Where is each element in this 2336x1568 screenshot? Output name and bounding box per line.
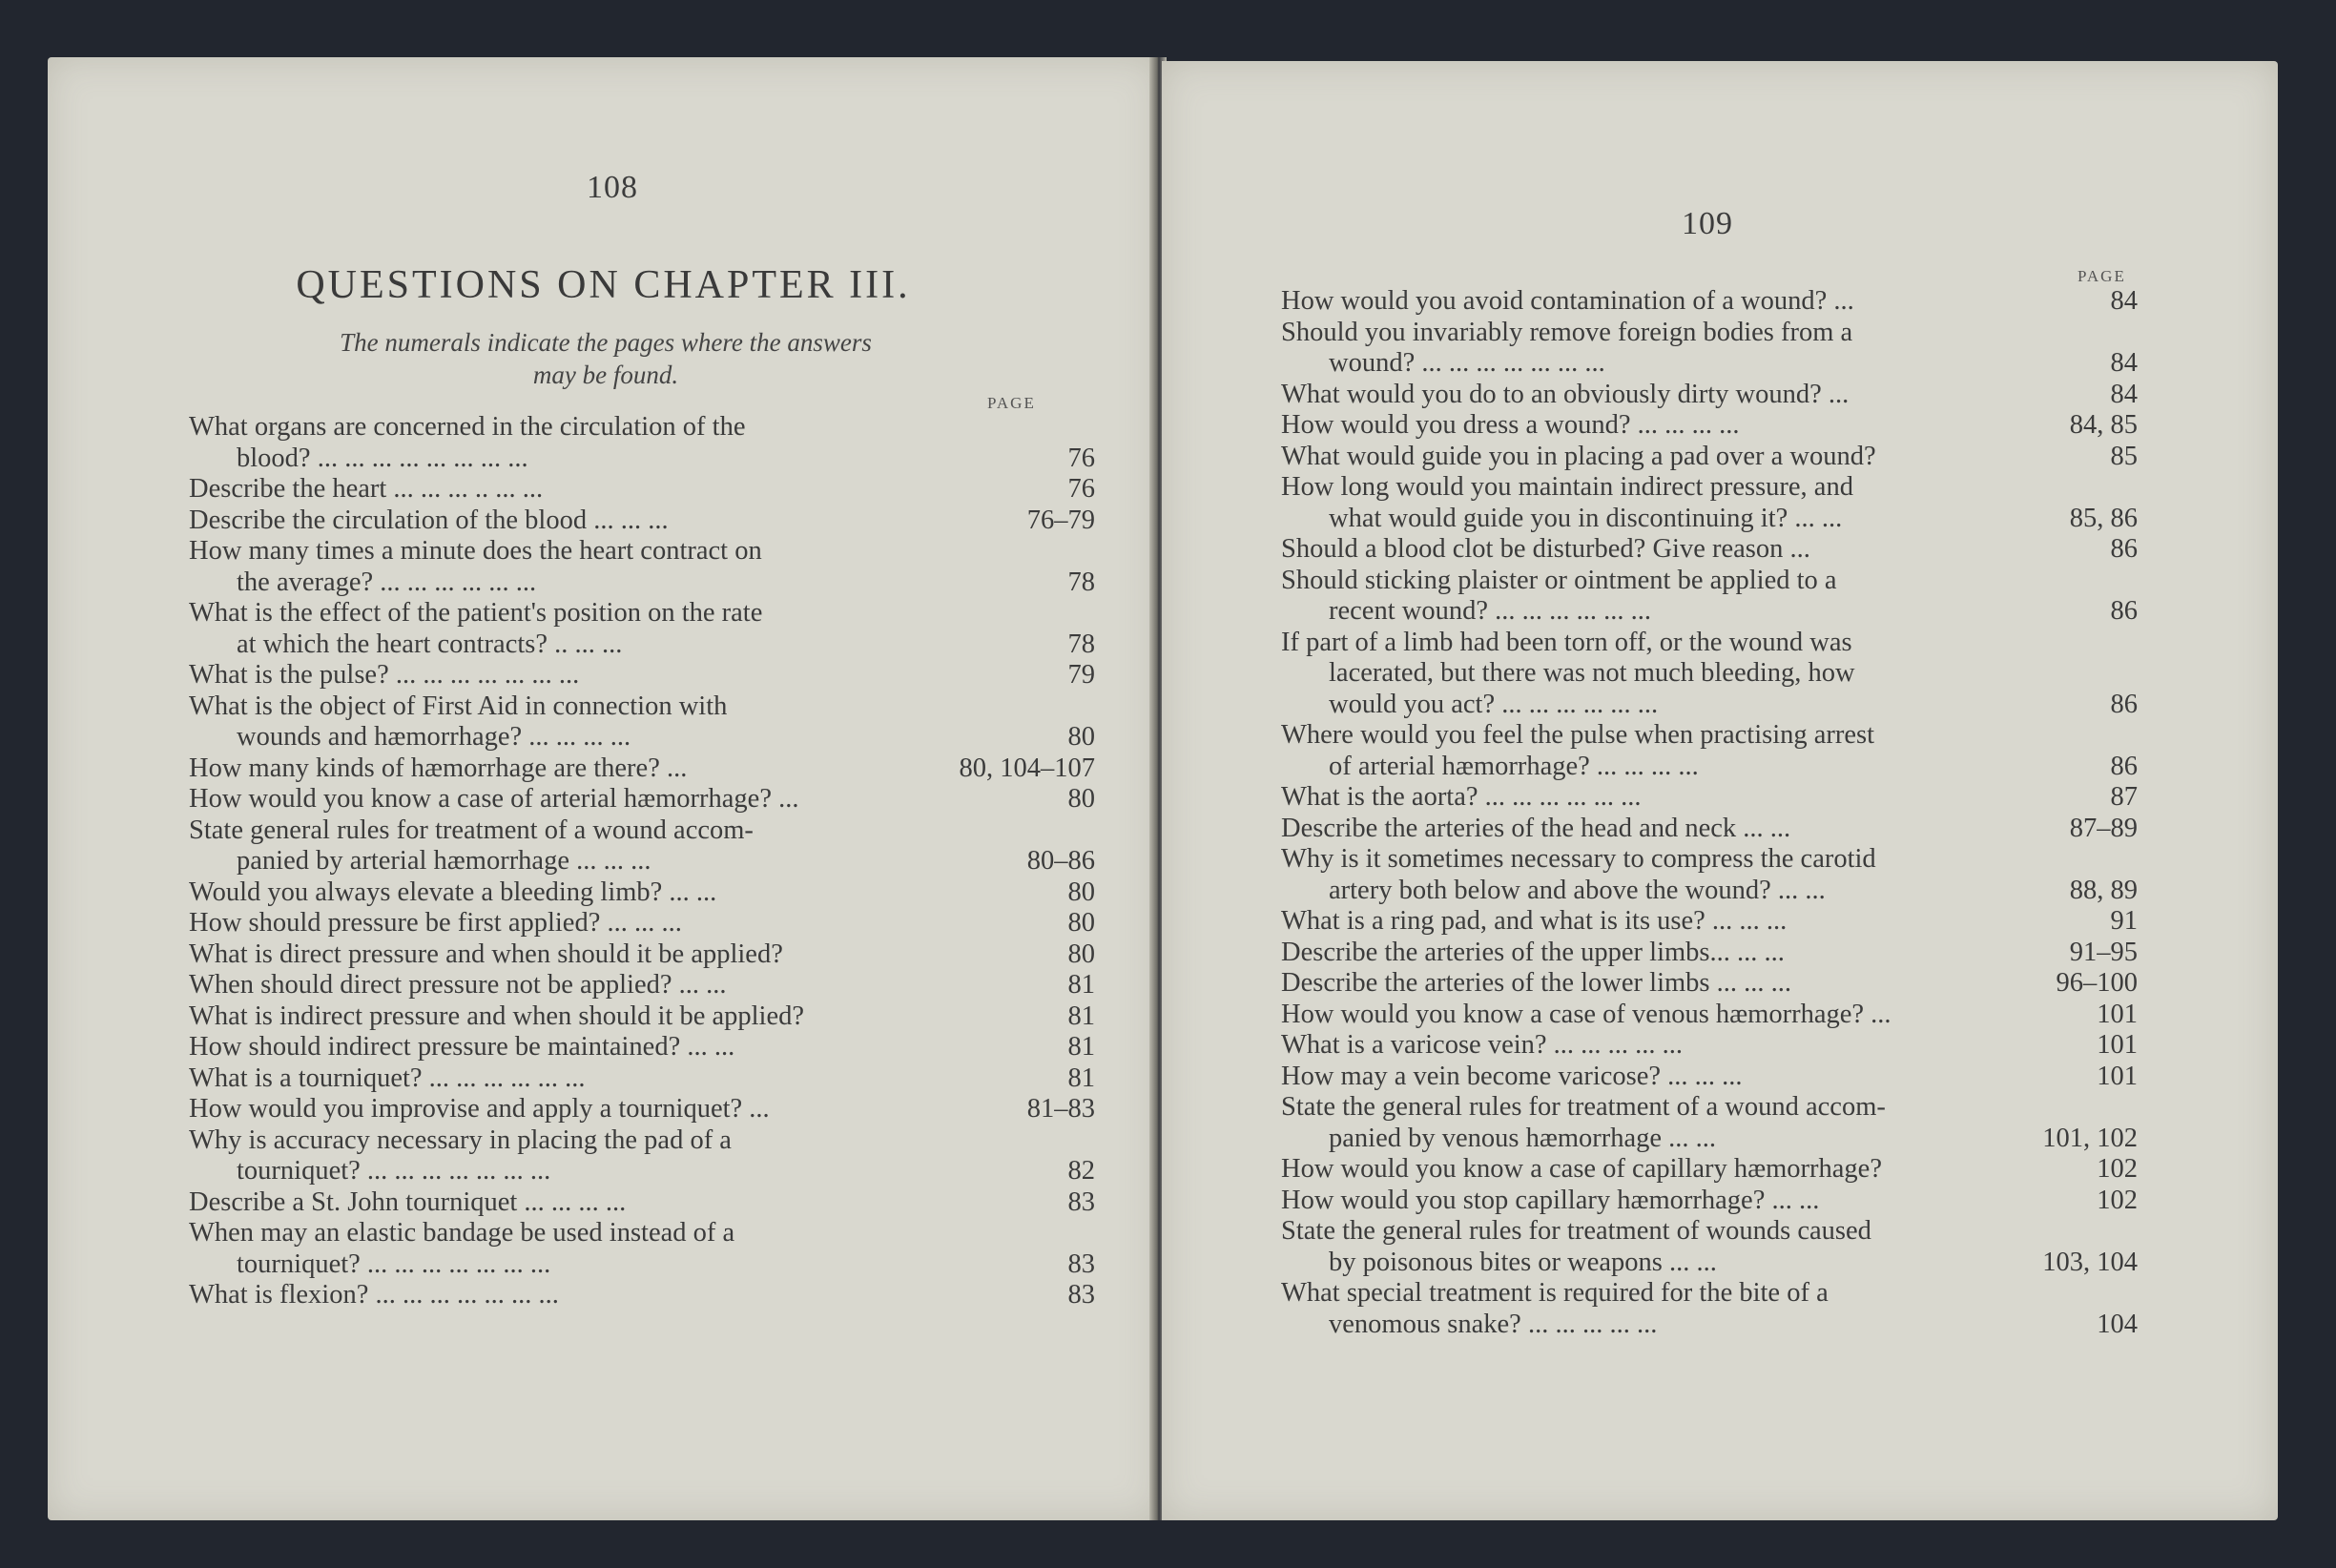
question-text: [189, 1032, 1095, 1063]
page-reference: 84: [2110, 379, 2138, 409]
page-reference: 84: [2110, 286, 2138, 316]
question-line: How would you know a case of capillary hæmorrhage?: [1281, 1154, 1882, 1184]
question-entry: [1281, 906, 2138, 938]
question-entry: [189, 877, 1095, 909]
page-reference: 78: [1067, 567, 1095, 597]
question-line: Should a blood clot be disturbed? Give reason ...: [1281, 534, 1810, 564]
subtitle-line: The numerals indicate the pages where the answers: [340, 328, 872, 357]
question-line: What is the pulse? ... ... ... ... ... ... ...: [189, 660, 580, 690]
question-list: [189, 412, 1095, 1311]
page-reference: 79: [1067, 660, 1095, 690]
page-reference: 96–100: [2056, 968, 2138, 998]
page-reference: 76: [1067, 443, 1095, 473]
question-text: [189, 412, 1095, 474]
question-line: What would you do to an obviously dirty wound? ...: [1281, 379, 1850, 409]
question-line: Would you always elevate a bleeding limb? ... ...: [189, 877, 717, 907]
subtitle: [191, 326, 1021, 391]
page-reference: 85: [2110, 441, 2138, 471]
question-text: [1281, 566, 2138, 628]
question-line: Why is it sometimes necessary to compress the carotid: [1281, 844, 1876, 874]
question-entry: [1281, 380, 2138, 411]
question-entry: [189, 1094, 1095, 1125]
question-line: What is flexion? ... ... ... ... ... ... ...: [189, 1280, 559, 1310]
question-entry: [1281, 628, 2138, 721]
question-entry: [189, 1280, 1095, 1311]
page-reference: 80: [1067, 722, 1095, 752]
page-reference: 86: [2110, 751, 2138, 781]
question-line: wound? ... ... ... ... ... ... ...: [1329, 348, 1605, 378]
question-entry: [1281, 1030, 2138, 1062]
question-entry: [189, 970, 1095, 1001]
question-entry: [189, 412, 1095, 474]
page-reference: 101: [2097, 999, 2138, 1029]
question-text: [189, 691, 1095, 753]
question-text: [189, 1094, 1095, 1125]
question-line: How should pressure be first applied? ... ... ...: [189, 908, 682, 938]
page-reference: 88, 89: [2069, 875, 2138, 905]
question-line: What is the effect of the patient's position on the rate: [189, 598, 763, 628]
question-entry: [1281, 782, 2138, 814]
question-text: [189, 970, 1095, 1001]
page-reference: 101: [2097, 1061, 2138, 1091]
page-reference: 80: [1067, 908, 1095, 938]
question-entry: [1281, 1278, 2138, 1340]
question-entry: [1281, 844, 2138, 906]
page-reference: 84: [2110, 348, 2138, 378]
question-text: [189, 784, 1095, 815]
question-line: Describe the heart ... ... ... .. ... ...: [189, 474, 544, 504]
page-reference: 80–86: [1026, 846, 1095, 876]
page-reference: 87: [2110, 782, 2138, 812]
question-line: at which the heart contracts? .. ... ...: [237, 629, 623, 659]
question-text: [1281, 1154, 2138, 1186]
question-text: [189, 1125, 1095, 1187]
question-entry: [189, 784, 1095, 815]
question-text: [1281, 1278, 2138, 1340]
question-line: State general rules for treatment of a wound accom-: [189, 815, 754, 845]
question-entry: [189, 1187, 1095, 1219]
question-entry: [1281, 442, 2138, 473]
question-text: [189, 474, 1095, 505]
question-line: How should indirect pressure be maintained? ... ...: [189, 1032, 735, 1062]
page-reference: 86: [2110, 596, 2138, 626]
page-reference: 86: [2110, 689, 2138, 719]
question-line: What is a ring pad, and what is its use? ... ... ...: [1281, 906, 1788, 936]
page-column-header: PAGE: [2078, 267, 2126, 285]
question-text: [1281, 442, 2138, 473]
page-reference: 80: [1067, 877, 1095, 907]
question-line: Describe a St. John tourniquet ... ... ... ...: [189, 1186, 627, 1217]
question-entry: [189, 1063, 1095, 1095]
question-text: [1281, 720, 2138, 782]
question-text: [1281, 472, 2138, 534]
question-text: [1281, 782, 2138, 814]
question-entry: [189, 536, 1095, 598]
page-reference: 102: [2097, 1154, 2138, 1184]
question-line: What would guide you in placing a pad over a wound?: [1281, 441, 1876, 471]
question-entry: [189, 1125, 1095, 1187]
question-line: What is a tourniquet? ... ... ... ... ... ...: [189, 1063, 586, 1093]
question-line: What is a varicose vein? ... ... ... ... ...: [1281, 1030, 1684, 1060]
question-line: by poisonous bites or weapons ... ...: [1329, 1247, 1717, 1277]
question-line: How would you dress a wound? ... ... ... ...: [1281, 410, 1740, 440]
question-entry: [1281, 1186, 2138, 1217]
question-line: What is indirect pressure and when should it be applied?: [189, 1001, 805, 1031]
subtitle-line: may be found.: [532, 361, 679, 389]
question-text: [189, 908, 1095, 939]
question-text: [1281, 628, 2138, 721]
question-entry: [1281, 1000, 2138, 1031]
question-line: How many times a minute does the heart contract on: [189, 536, 762, 566]
question-line: How would you stop capillary hæmorrhage? ... ...: [1281, 1185, 1820, 1215]
page-reference: 81: [1067, 1032, 1095, 1062]
question-line: recent wound? ... ... ... ... ... ...: [1329, 596, 1651, 626]
page-reference: 87–89: [2069, 813, 2138, 843]
question-entry: [189, 505, 1095, 537]
question-text: [1281, 1216, 2138, 1278]
question-line: How long would you maintain indirect pressure, and: [1281, 472, 1853, 502]
question-line: How may a vein become varicose? ... ... ...: [1281, 1061, 1743, 1091]
question-line: Where would you feel the pulse when practising arrest: [1281, 720, 1875, 750]
question-text: [1281, 938, 2138, 969]
page-reference: 81: [1067, 970, 1095, 1000]
question-line: would you act? ... ... ... ... ... ...: [1329, 689, 1659, 719]
question-line: How many kinds of hæmorrhage are there? ...: [189, 753, 688, 783]
page-reference: 101, 102: [2042, 1123, 2138, 1153]
question-line: What is the object of First Aid in connection with: [189, 691, 728, 721]
page-reference: 83: [1067, 1186, 1095, 1217]
question-text: [1281, 1092, 2138, 1154]
question-text: [1281, 286, 2138, 318]
question-entry: [1281, 286, 2138, 318]
question-entry: [189, 598, 1095, 660]
page-reference: 84, 85: [2069, 410, 2138, 440]
page-reference: 102: [2097, 1185, 2138, 1215]
question-entry: [1281, 1092, 2138, 1154]
question-entry: [189, 1218, 1095, 1280]
page-reference: 80, 104–107: [959, 753, 1095, 783]
question-line: What is direct pressure and when should it be applied?: [189, 939, 783, 969]
page-number: 109: [1682, 206, 1733, 241]
question-entry: [1281, 968, 2138, 1000]
question-line: tourniquet? ... ... ... ... ... ... ...: [237, 1248, 551, 1279]
question-line: How would you know a case of venous hæmorrhage? ...: [1281, 999, 1892, 1029]
question-line: How would you improvise and apply a tourniquet? ...: [189, 1094, 770, 1124]
question-line: Describe the arteries of the head and neck ... ...: [1281, 813, 1791, 843]
question-text: [1281, 968, 2138, 1000]
question-text: [1281, 1030, 2138, 1062]
question-line: panied by venous hæmorrhage ... ...: [1329, 1123, 1717, 1153]
page-reference: 103, 104: [2042, 1247, 2138, 1277]
question-line: What organs are concerned in the circulation of the: [189, 412, 746, 442]
question-line: Describe the circulation of the blood ... ... ...: [189, 505, 669, 535]
question-entry: [1281, 1216, 2138, 1278]
question-line: Should you invariably remove foreign bodies from a: [1281, 317, 1853, 347]
question-entry: [1281, 318, 2138, 380]
question-entry: [1281, 534, 2138, 566]
page-reference: 78: [1067, 629, 1095, 659]
question-text: [1281, 410, 2138, 442]
page-reference: 76–79: [1026, 505, 1095, 535]
question-line: of arterial hæmorrhage? ... ... ... ...: [1329, 751, 1699, 781]
question-line: If part of a limb had been torn off, or the wound was: [1281, 627, 1852, 657]
page-column-header: PAGE: [987, 394, 1036, 412]
page-reference: 81: [1067, 1001, 1095, 1031]
question-line: State the general rules for treatment of wounds caused: [1281, 1216, 1871, 1246]
page-reference: 81–83: [1026, 1094, 1095, 1124]
question-entry: [1281, 720, 2138, 782]
question-line: How would you avoid contamination of a wound? ...: [1281, 286, 1854, 316]
question-text: [1281, 1062, 2138, 1093]
question-entry: [1281, 814, 2138, 845]
question-entry: [189, 660, 1095, 691]
question-entry: [1281, 938, 2138, 969]
page-reference: 82: [1067, 1156, 1095, 1186]
page-reference: 104: [2097, 1309, 2138, 1339]
question-text: [189, 505, 1095, 537]
question-line: What is the aorta? ... ... ... ... ... ...: [1281, 782, 1642, 812]
page-reference: 80: [1067, 784, 1095, 814]
question-text: [1281, 906, 2138, 938]
question-text: [189, 1063, 1095, 1095]
question-text: [189, 1280, 1095, 1311]
question-line: panied by arterial hæmorrhage ... ... ...: [237, 846, 651, 876]
question-line: What special treatment is required for the bite of a: [1281, 1278, 1829, 1308]
question-line: Why is accuracy necessary in placing the pad of a: [189, 1124, 732, 1155]
question-line: artery both below and above the wound? ... ...: [1329, 875, 1826, 905]
page-number: 108: [587, 170, 638, 205]
question-text: [189, 536, 1095, 598]
question-list: [1281, 286, 2138, 1340]
question-entry: [1281, 472, 2138, 534]
question-text: [1281, 814, 2138, 845]
question-entry: [1281, 566, 2138, 628]
page-reference: 83: [1067, 1280, 1095, 1310]
page-reference: 81: [1067, 1063, 1095, 1093]
page-reference: 91: [2110, 906, 2138, 936]
left-page: [48, 57, 1159, 1520]
question-entry: [1281, 410, 2138, 442]
question-line: the average? ... ... ... ... ... ...: [237, 567, 537, 597]
question-text: [1281, 534, 2138, 566]
question-line: what would guide you in discontinuing it? ... ...: [1329, 503, 1843, 533]
question-entry: [189, 1032, 1095, 1063]
question-text: [1281, 844, 2138, 906]
chapter-title: QUESTIONS ON CHAPTER III.: [296, 263, 911, 307]
question-line: tourniquet? ... ... ... ... ... ... ...: [237, 1156, 551, 1186]
question-text: [189, 1001, 1095, 1033]
question-entry: [189, 908, 1095, 939]
question-line: How would you know a case of arterial hæmorrhage? ...: [189, 784, 799, 814]
question-text: [1281, 380, 2138, 411]
question-text: [189, 1218, 1095, 1280]
question-text: [189, 1187, 1095, 1219]
question-line: When may an elastic bandage be used instead of a: [189, 1218, 735, 1248]
question-text: [189, 877, 1095, 909]
question-line: lacerated, but there was not much bleeding, how: [1329, 658, 1855, 688]
question-text: [1281, 318, 2138, 380]
question-line: State the general rules for treatment of a wound accom-: [1281, 1092, 1886, 1122]
question-entry: [1281, 1154, 2138, 1186]
question-line: When should direct pressure not be applied? ... ...: [189, 970, 727, 1000]
question-line: Describe the arteries of the lower limbs ... ... ...: [1281, 968, 1792, 998]
question-line: Should sticking plaister or ointment be applied to a: [1281, 565, 1837, 595]
question-line: Describe the arteries of the upper limbs... ... ...: [1281, 937, 1785, 967]
question-text: [189, 598, 1095, 660]
right-page: [1162, 61, 2278, 1520]
question-entry: [189, 474, 1095, 505]
page-reference: 80: [1067, 939, 1095, 969]
question-entry: [189, 691, 1095, 753]
question-entry: [1281, 1062, 2138, 1093]
page-reference: 86: [2110, 534, 2138, 564]
question-text: [1281, 1000, 2138, 1031]
question-text: [1281, 1186, 2138, 1217]
question-line: wounds and hæmorrhage? ... ... ... ...: [237, 722, 631, 752]
page-reference: 76: [1067, 474, 1095, 504]
question-line: blood? ... ... ... ... ... ... ... ...: [237, 443, 528, 473]
question-entry: [189, 815, 1095, 877]
question-text: [189, 660, 1095, 691]
question-entry: [189, 753, 1095, 785]
page-reference: 85, 86: [2069, 503, 2138, 533]
question-line: venomous snake? ... ... ... ... ...: [1329, 1309, 1658, 1339]
question-entry: [189, 1001, 1095, 1033]
question-entry: [189, 939, 1095, 971]
page-reference: 91–95: [2069, 937, 2138, 967]
question-text: [189, 939, 1095, 971]
page-reference: 101: [2097, 1030, 2138, 1060]
page-reference: 83: [1067, 1248, 1095, 1279]
question-text: [189, 815, 1095, 877]
